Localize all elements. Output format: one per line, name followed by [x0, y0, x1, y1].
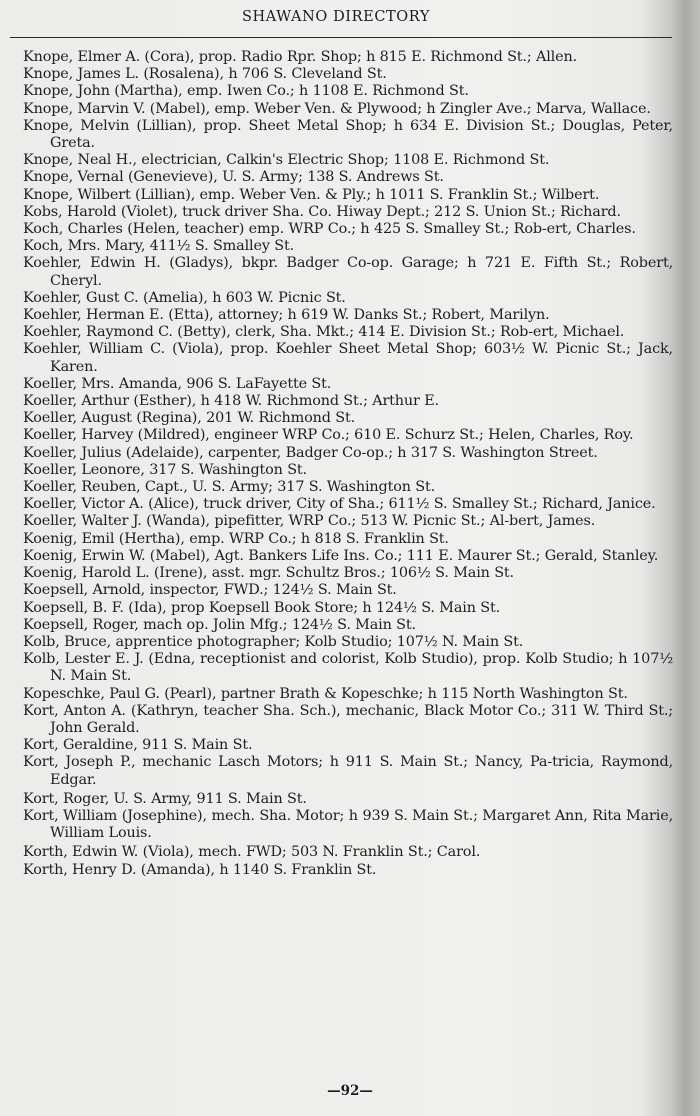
directory-entry: Knope, Neal H., electrician, Calkin's Electric Shop; 1108 E. Richmond St. — [23, 152, 550, 169]
directory-entry: Kort, Joseph P., mechanic Lasch Motors; h 911 S. Main St.; Nancy, Pa-tricia, Raymond, Edgar. — [23, 754, 673, 788]
directory-entry: Koepsell, B. F. (Ida), prop Koepsell Book Store; h 124½ S. Main St. — [23, 599, 501, 616]
directory-entry: Koehler, William C. (Viola), prop. Koehler Sheet Metal Shop; 603½ W. Picnic St.; Jack, Karen. — [23, 341, 673, 375]
directory-entry: Koehler, Gust C. (Amelia), h 603 W. Picnic St. — [23, 289, 346, 306]
directory-entry: Korth, Edwin W. (Viola), mech. FWD; 503 N. Franklin St.; Carol. — [23, 844, 481, 861]
directory-entry: Kolb, Lester E. J. (Edna, receptionist and colorist, Kolb Studio), prop. Kolb Studio; h 107½ N. Main St. — [23, 651, 673, 685]
directory-entry: Knope, Melvin (Lillian), prop. Sheet Metal Shop; h 634 E. Division St.; Douglas, Peter, Greta. — [23, 117, 673, 152]
directory-entry: Kort, Geraldine, 911 S. Main St. — [23, 737, 253, 754]
directory-entry: Knope, John (Martha), emp. Iwen Co.; h 1108 E. Richmond St. — [23, 83, 469, 100]
directory-entry: Kort, Roger, U. S. Army, 911 S. Main St. — [23, 790, 307, 807]
directory-entry: Knope, Vernal (Genevieve), U. S. Army; 138 S. Andrews St. — [23, 169, 444, 186]
directory-entry: Knope, James L. (Rosalena), h 706 S. Cleveland St. — [23, 66, 387, 83]
directory-entry: Koenig, Erwin W. (Mabel), Agt. Bankers Life Ins. Co.; 111 E. Maurer St.; Gerald, Stanley. — [23, 547, 659, 564]
directory-entry: Koenig, Harold L. (Irene), asst. mgr. Schultz Bros.; 106½ S. Main St. — [23, 565, 514, 582]
directory-entry: Koenig, Emil (Hertha), emp. WRP Co.; h 818 S. Franklin St. — [23, 530, 449, 547]
directory-entry: Koeller, Mrs. Amanda, 906 S. LaFayette St. — [23, 375, 332, 392]
directory-entry: Kort, Anton A. (Kathryn, teacher Sha. Sch.), mechanic, Black Motor Co.; 311 W. Third St.; John Gerald. — [23, 702, 673, 736]
page-header: SHAWANO DIRECTORY — [241, 9, 431, 25]
directory-entry: Kort, William (Josephine), mech. Sha. Motor; h 939 S. Main St.; Margaret Ann, Rita Marie, William Louis. — [23, 807, 673, 842]
directory-entry: Koeller, Leonore, 317 S. Washington St. — [23, 461, 307, 478]
header-rule — [10, 37, 672, 38]
directory-entry: Koepsell, Arnold, inspector, FWD.; 124½ S. Main St. — [23, 582, 397, 599]
directory-entry: Koehler, Edwin H. (Gladys), bkpr. Badger Co-op. Garage; h 721 E. Fifth St.; Robert, Cheryl. — [23, 255, 673, 289]
directory-entry: Koeller, Reuben, Capt., U. S. Army; 317 S. Washington St. — [23, 479, 436, 496]
directory-entry: Koepsell, Roger, mach op. Jolin Mfg.; 124½ S. Main St. — [23, 616, 416, 633]
page-number: —92— — [327, 1083, 373, 1099]
directory-entry: Koeller, Harvey (Mildred), engineer WRP Co.; 610 E. Schurz St.; Helen, Charles, Roy. — [23, 427, 634, 444]
directory-entry: Korth, Henry D. (Amanda), h 1140 S. Franklin St. — [23, 861, 377, 878]
directory-entry: Koeller, Julius (Adelaide), carpenter, Badger Co-op.; h 317 S. Washington Street. — [23, 444, 598, 461]
directory-entry: Koch, Mrs. Mary, 411½ S. Smalley St. — [23, 238, 295, 255]
directory-entry: Kobs, Harold (Violet), truck driver Sha. Co. Hiway Dept.; 212 S. Union St.; Richard. — [23, 203, 621, 220]
directory-entry: Koch, Charles (Helen, teacher) emp. WRP Co.; h 425 S. Smalley St.; Rob-ert, Charles. — [23, 221, 636, 238]
directory-entry: Koeller, Arthur (Esther), h 418 W. Richmond St.; Arthur E. — [23, 393, 439, 410]
directory-entry: Koeller, August (Regina), 201 W. Richmond St. — [23, 410, 356, 427]
directory-entry: Kopeschke, Paul G. (Pearl), partner Brath & Kopeschke; h 115 North Washington St. — [23, 685, 628, 702]
directory-entry: Knope, Wilbert (Lillian), emp. Weber Ven. & Ply.; h 1011 S. Franklin St.; Wilbert. — [23, 186, 600, 203]
directory-entry: Koeller, Victor A. (Alice), truck driver, City of Sha.; 611½ S. Smalley St.; Richard, Janice. — [23, 496, 656, 513]
directory-entry: Koehler, Herman E. (Etta), attorney; h 619 W. Danks St.; Robert, Marilyn. — [23, 307, 550, 324]
directory-entry: Knope, Marvin V. (Mabel), emp. Weber Ven. & Plywood; h Zingler Ave.; Marva, Wallace. — [23, 100, 651, 117]
directory-entry: Koehler, Raymond C. (Betty), clerk, Sha. Mkt.; 414 E. Division St.; Rob-ert, Michael. — [23, 324, 625, 341]
directory-entry: Kolb, Bruce, apprentice photographer; Kolb Studio; 107½ N. Main St. — [23, 633, 524, 650]
directory-entry: Knope, Elmer A. (Cora), prop. Radio Rpr. Shop; h 815 E. Richmond St.; Allen. — [23, 49, 578, 65]
directory-entries — [23, 49, 673, 879]
directory-entry: Koeller, Walter J. (Wanda), pipefitter, WRP Co.; 513 W. Picnic St.; Al-bert, James. — [23, 513, 596, 530]
